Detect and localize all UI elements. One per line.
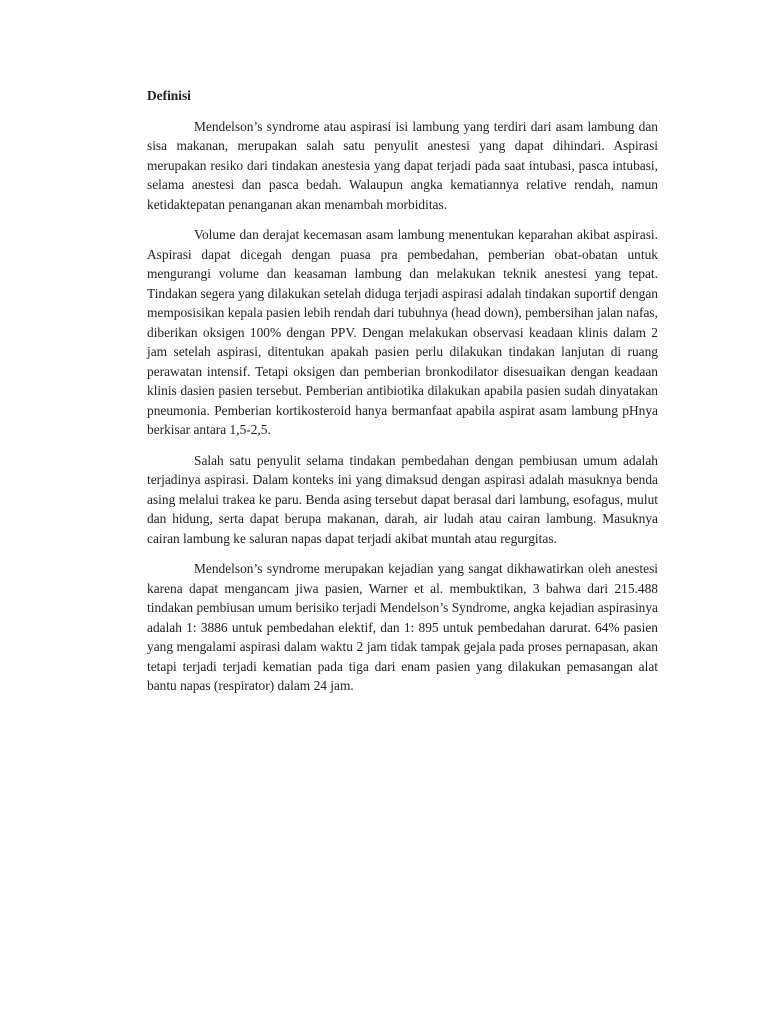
section-heading: Definisi <box>147 88 191 103</box>
paragraph-incidence: Mendelson’s syndrome merupakan kejadian yang sangat dikhawatirkan oleh anestesi karena dapat mengancam jiwa pasien, Warner et al. membuktikan, 3 bahwa dari 215.488 tindakan pembiusan umum berisiko terjadi Mendelson’s Syndrome, angka kejadian aspirasinya adalah 1: 3886 untuk pembedahan elektif, dan 1: 895 untuk pembedahan darurat. 64% pasien yang mengalami aspirasi dalam waktu 2 jam tidak tampak gejala pada proses pernapasan, akan tetapi terjadi terjadi kematian pada tiga dari enam pasien yang dilakukan pemasangan alat bantu napas (respirator) dalam 24 jam. <box>147 561 658 693</box>
paragraph-volume-acidity: Volume dan derajat kecemasan asam lambung menentukan keparahan akibat aspirasi. Aspirasi dapat dicegah dengan puasa pra pembedahan, pemberian obat-obatan untuk mengurangi volume dan keasaman lambung dan melakukan teknik anestesi yang tepat. Tindakan segera yang dilakukan setelah diduga terjadi aspirasi adalah tindakan suportif dengan memposisikan kepala pasien lebih rendah dari tubuhnya (head down), pembersihan jalan nafas, diberikan oksigen 100% dengan PPV. Dengan melakukan observasi keadaan klinis dalam 2 jam setelah aspirasi, ditentukan apakah pasien perlu dilakukan tindakan lanjutan di ruang perawatan intensif. Tetapi oksigen dan pemberian bronkodilator disesuaikan dengan keadaan klinis dasien pasien tersebut. Pemberian antibiotika dilakukan apabila pasien sudah dinyatakan pneumonia. Pemberian kortikosteroid hanya bermanfaat apabila aspirat asam lambung pHnya berkisar antara 1,5-2,5. <box>147 227 658 437</box>
paragraph-surgical-complication: Salah satu penyulit selama tindakan pembedahan dengan pembiusan umum adalah terjadinya aspirasi. Dalam konteks ini yang dimaksud dengan aspirasi adalah masuknya benda asing melalui trakea ke paru. Benda asing tersebut dapat berasal dari lambung, esofagus, mulut dan hidung, serta dapat berupa makanan, darah, air ludah atau cairan lambung. Masuknya cairan lambung ke saluran napas dapat terjadi akibat muntah atau regurgitas. <box>147 452 658 546</box>
paragraph-definition: Mendelson’s syndrome atau aspirasi isi lambung yang terdiri dari asam lambung dan sisa makanan, merupakan salah satu penyulit anestesi yang dapat dihindari. Aspirasi merupakan resiko dari tindakan anestesia yang dapat terjadi pada saat intubasi, pasca intubasi, selama anestesi dan pasca bedah. Walaupun angka kematiannya relative rendah, namun ketidaktepatan penanganan akan menambah morbiditas. <box>147 118 658 212</box>
document-body <box>147 86 658 707</box>
